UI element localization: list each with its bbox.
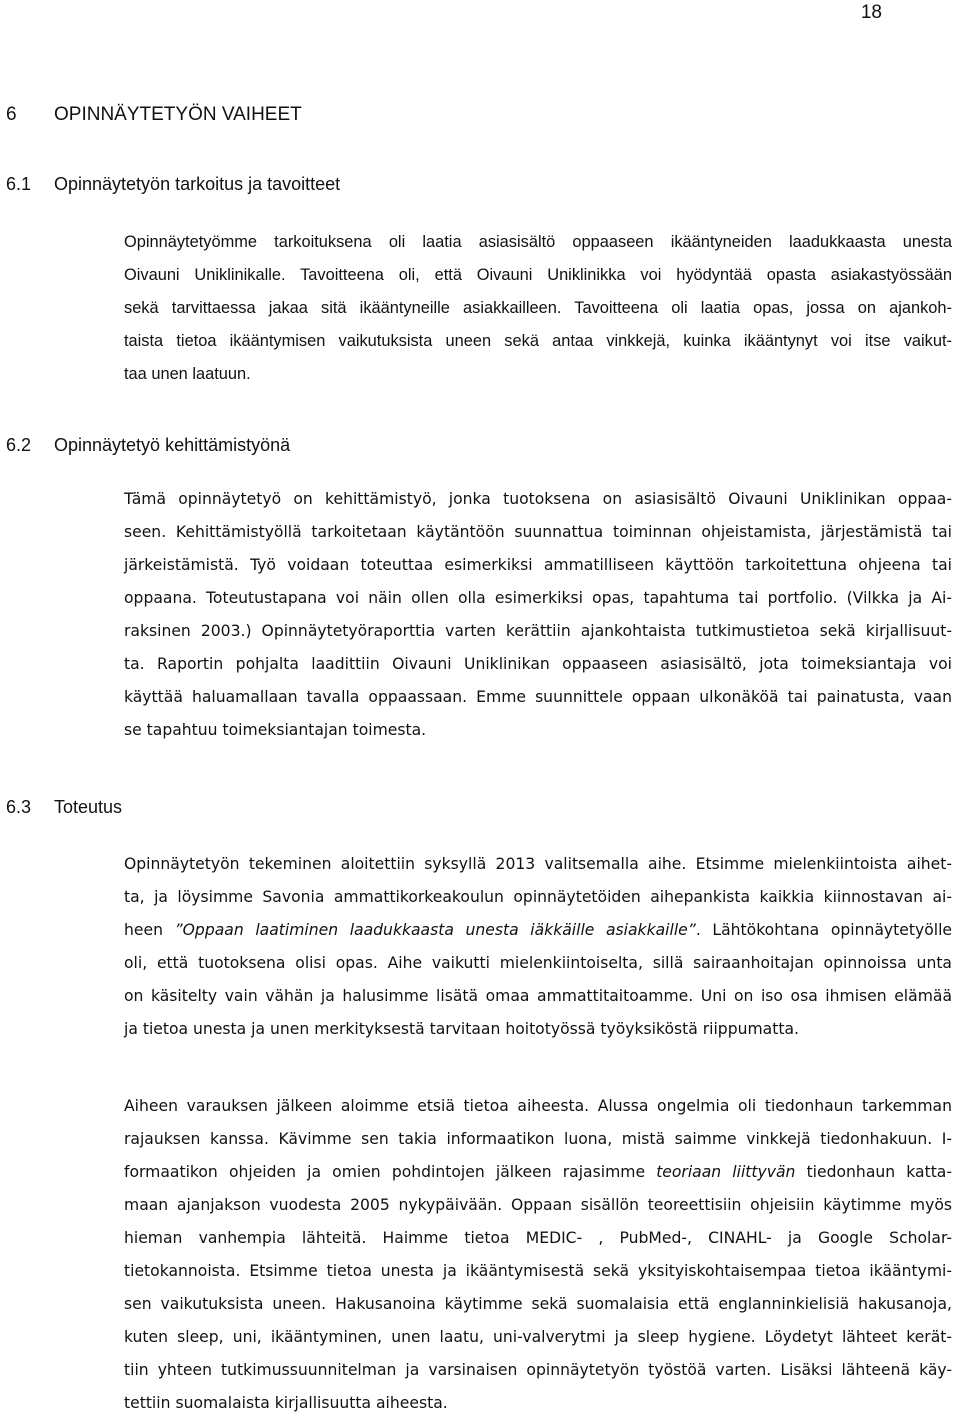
heading-number: 6.2	[6, 435, 32, 455]
text-line: Aiheen varauksen jälkeen aloimme etsiä tietoa aiheesta. Alussa ongelmia oli tiedonhaun tarkemman	[124, 1097, 952, 1115]
text-line: Opinnäytetyömme tarkoituksena oli laatia asiasisältö oppaaseen ikääntyneiden laadukkaasta unesta	[124, 233, 952, 251]
text-line: on käsitelty vain vähän ja halusimme lisätä omaa ammattitaitoamme. Uni on iso osa ihmisen elämää	[124, 987, 952, 1005]
text-run: formaatikon ohjeiden ja omien pohdintojen jälkeen rajasimme	[124, 1163, 657, 1181]
text-line	[124, 914, 952, 947]
heading-section-6-3	[6, 797, 122, 818]
text-line: ja tietoa unesta ja unen merkityksestä tarvitaan hoitotyössä työyksiköstä riippumatta.	[124, 1020, 799, 1038]
text-line: tiin yhteen tutkimussuunnitelman ja varsinaisen opinnäytetyön työstöä varten. Lisäksi lähteenä käy-	[124, 1361, 952, 1379]
text-line: kuten sleep, uni, ikääntyminen, unen laatu, uni-valverytmi ja sleep hygiene. Löydetyt lähteet kerät-	[124, 1328, 952, 1346]
text-line: tettiin suomalaista kirjallisuutta aiheesta.	[124, 1394, 448, 1412]
text-run: heen	[124, 921, 175, 939]
text-line: järkeistämistä. Työ voidaan toteuttaa esimerkiksi ammatilliseen käyttöön tarkoitettuna ohjeena tai	[124, 556, 952, 574]
heading-title: Opinnäytetyö kehittämistyönä	[54, 435, 291, 455]
text-line: ta, ja löysimme Savonia ammattikorkeakoulun opinnäytetöiden aihepankista kaikkia kiinnostavan ai-	[124, 888, 952, 906]
heading-chapter-6	[6, 104, 302, 126]
text-line: seen. Kehittämistyöllä tarkoitetaan käytäntöön suunnattua toiminnan ohjeistamista, järjestämistä tai	[124, 523, 952, 541]
heading-title: Toteutus	[54, 797, 123, 817]
text-line: Tämä opinnäytetyö on kehittämistyö, jonka tuotoksena on asiasisältö Oivauni Uniklinikan oppaa-	[124, 490, 952, 508]
guide-title-emphasis: ”Oppaan laatiminen laadukkaasta unesta iäkkäille asiakkaille”	[174, 921, 696, 939]
text-line: sen vaikutuksista uneen. Hakusanoina käytimme sekä suomalaisia että englanninkielisiä hakusanoja,	[124, 1295, 952, 1313]
text-line: käyttää haluamallaan tavalla oppaassaan. Emme suunnittele oppaan ulkonäköä tai painatusta, vaan	[124, 688, 952, 706]
text-run: tiedonhaun katta-	[795, 1163, 952, 1181]
paragraph-purpose	[124, 226, 952, 391]
heading-number: 6	[6, 104, 17, 125]
text-line: tietokannoista. Etsimme tietoa unesta ja ikääntymisestä sekä yksityiskohtaisempaa tietoa ikääntymi-	[124, 1262, 952, 1280]
heading-section-6-1	[6, 174, 340, 195]
paragraph-development-work	[124, 483, 952, 747]
text-line: Opinnäytetyön tekeminen aloitettiin syksyllä 2013 valitsemalla aihe. Etsimme mielenkiintoista aihet-	[124, 855, 952, 873]
paragraph-implementation	[124, 848, 952, 1046]
text-line: raksinen 2003.) Opinnäytetyöraporttia varten kerättiin ajankohtaista tutkimustietoa sekä kirjallisuut-	[124, 622, 952, 640]
text-line: maan ajanjakson vuodesta 2005 nykypäivään. Oppaan sisällön teoreettisiin ohjeisiin käytimme myös	[124, 1196, 952, 1214]
text-line: taa unen laatuun.	[124, 365, 251, 383]
text-line: ta. Raportin pohjalta laadittiin Oivauni Uniklinikan oppaaseen asiasisältö, jota toimeksiantaja voi	[124, 655, 952, 673]
text-line: taista tietoa ikääntymisen vaikutuksista uneen sekä antaa vinkkejä, kuinka ikääntynyt voi itse vaikut-	[124, 332, 952, 350]
heading-number: 6.3	[6, 797, 32, 817]
text-line: hieman vanhempia lähteitä. Haimme tietoa MEDIC- , PubMed-, CINAHL- ja Google Scholar-	[124, 1229, 952, 1247]
text-run: . Lähtökohtana opinnäytetyölle	[695, 921, 952, 939]
text-line: Oivauni Uniklinikalle. Tavoitteena oli, että Oivauni Uniklinikka voi hyödyntää opasta asiakastyössään	[124, 266, 952, 284]
paragraph-information-search	[124, 1090, 952, 1420]
theory-emphasis: teoriaan liittyvän	[656, 1163, 796, 1181]
text-line: se tapahtuu toimeksiantajan toimesta.	[124, 721, 427, 739]
page-number: 18	[860, 2, 882, 23]
heading-number: 6.1	[6, 174, 32, 194]
heading-section-6-2	[6, 435, 290, 456]
text-line: oppaana. Toteutustapana voi näin ollen olla esimerkiksi opas, tapahtuma tai portfolio. (Vilkka ja Ai-	[124, 589, 952, 607]
heading-title: OPINNÄYTETYÖN VAIHEET	[54, 104, 302, 125]
text-line: oli, että tuotoksena olisi opas. Aihe vaikutti mielenkiintoiselta, sillä sairaanhoitajan opinnoissa unta	[124, 954, 952, 972]
heading-title: Opinnäytetyön tarkoitus ja tavoitteet	[54, 174, 341, 194]
text-line	[124, 1156, 952, 1189]
text-line: rajauksen kanssa. Kävimme sen takia informaatikon luona, mistä saimme vinkkejä tiedonhakuun. I-	[124, 1130, 952, 1148]
text-line: sekä tarvittaessa jakaa sitä ikääntyneille asiakkailleen. Tavoitteena oli laatia opas, jossa on ajankoh-	[124, 299, 952, 317]
